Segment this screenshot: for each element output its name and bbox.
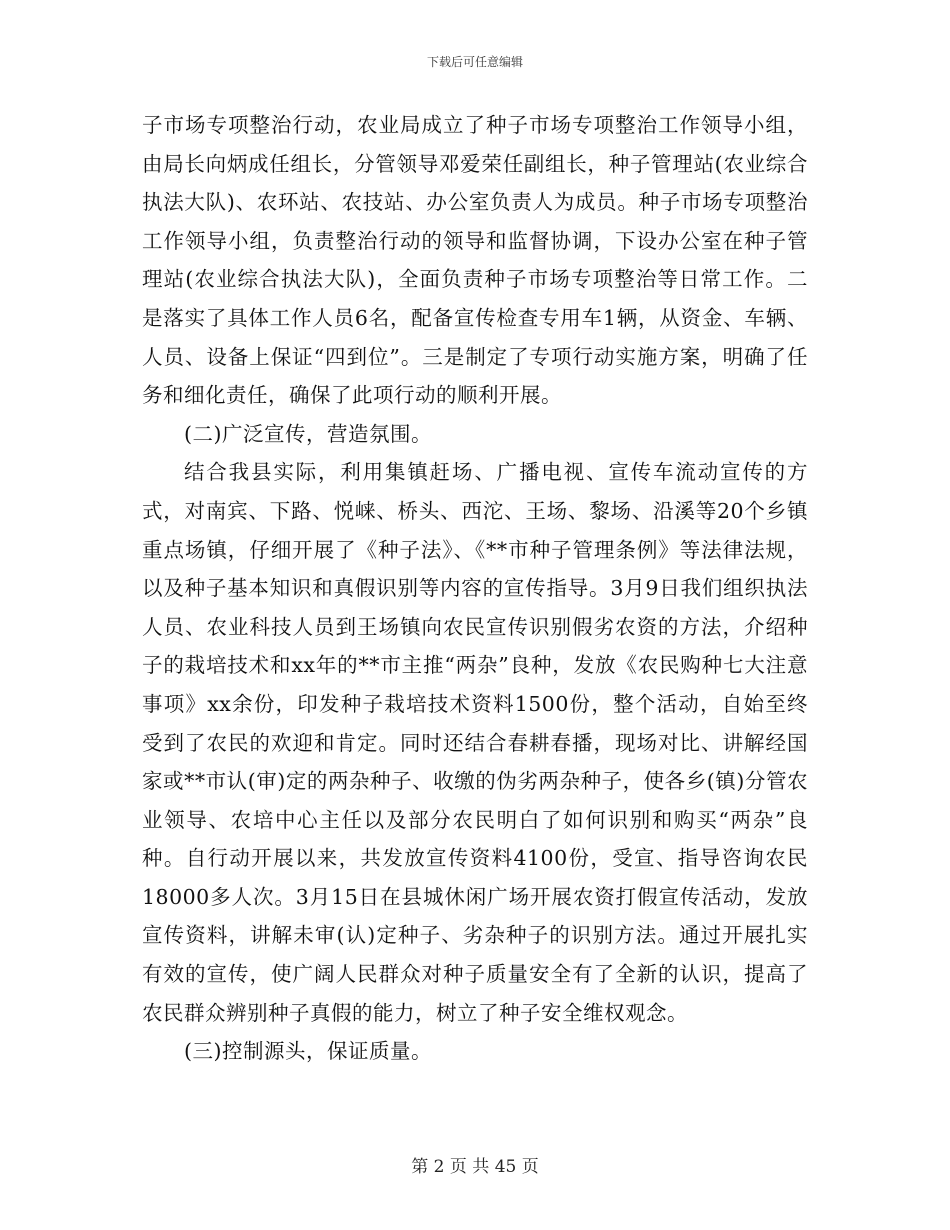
section-heading-publicity: (二)广泛宣传，营造氛围。	[184, 421, 432, 446]
paragraph-continued: 子市场专项整治行动，农业局成立了种子市场专项整治工作领导小组，由局长向炳成任组长，分管领导邓爱荣任副组长，种子管理站(农业综合执法大队)、农环站、农技站、办公室负责人为成员。种子市场专项整治工作领导小组，负责整治行动的领导和监督协调，下设办公室在种子管理站(农业综合执法大队)，全面负责种子市场专项整治等日常工作。二是落实了具体工作人员6名，配备宣传检查专用车1辆，从资金、车辆、人员、设备上保证“四到位”。三是制定了专项行动实施方案，明确了任务和细化责任，确保了此项行动的顺利开展。	[142, 113, 808, 408]
document-body	[142, 106, 808, 1071]
page-number-footer: 第 2 页 共 45 页	[411, 1157, 539, 1177]
page-header-note: 下载后可任意编辑	[426, 55, 523, 69]
section-heading-source-control: (三)控制源头，保证质量。	[184, 1039, 432, 1064]
paragraph-publicity: 结合我县实际，利用集镇赶场、广播电视、宣传车流动宣传的方式，对南宾、下路、悦崃、桥头、西沱、王场、黎场、沿溪等20个乡镇重点场镇，仔细开展了《种子法》、《**市种子管理条例》等法律法规，以及种子基本知识和真假识别等内容的宣传指导。3月9日我们组织执法人员、农业科技人员到王场镇向农民宣传识别假劣农资的方法，介绍种子的栽培技术和xx年的**市主推“两杂”良种，发放《农民购种七大注意事项》xx余份，印发种子栽培技术资料1500份，整个活动，自始至终受到了农民的欢迎和肯定。同时还结合春耕春播，现场对比、讲解经国家或**市认(审)定的两杂种子、收缴的伪劣两杂种子，使各乡(镇)分管农业领导、农培中心主任以及部分农民明白了如何识别和购买“两杂”良种。自行动开展以来，共发放宣传资料4100份，受宣、指导咨询农民18000多人次。3月15日在县城休闲广场开展农资打假宣传活动，发放宣传资料，讲解未审(认)定种子、劣杂种子的识别方法。通过开展扎实有效的宣传，使广阔人民群众对种子质量安全有了全新的认识，提高了农民群众辨别种子真假的能力，树立了种子安全维权观念。	[142, 460, 808, 1025]
